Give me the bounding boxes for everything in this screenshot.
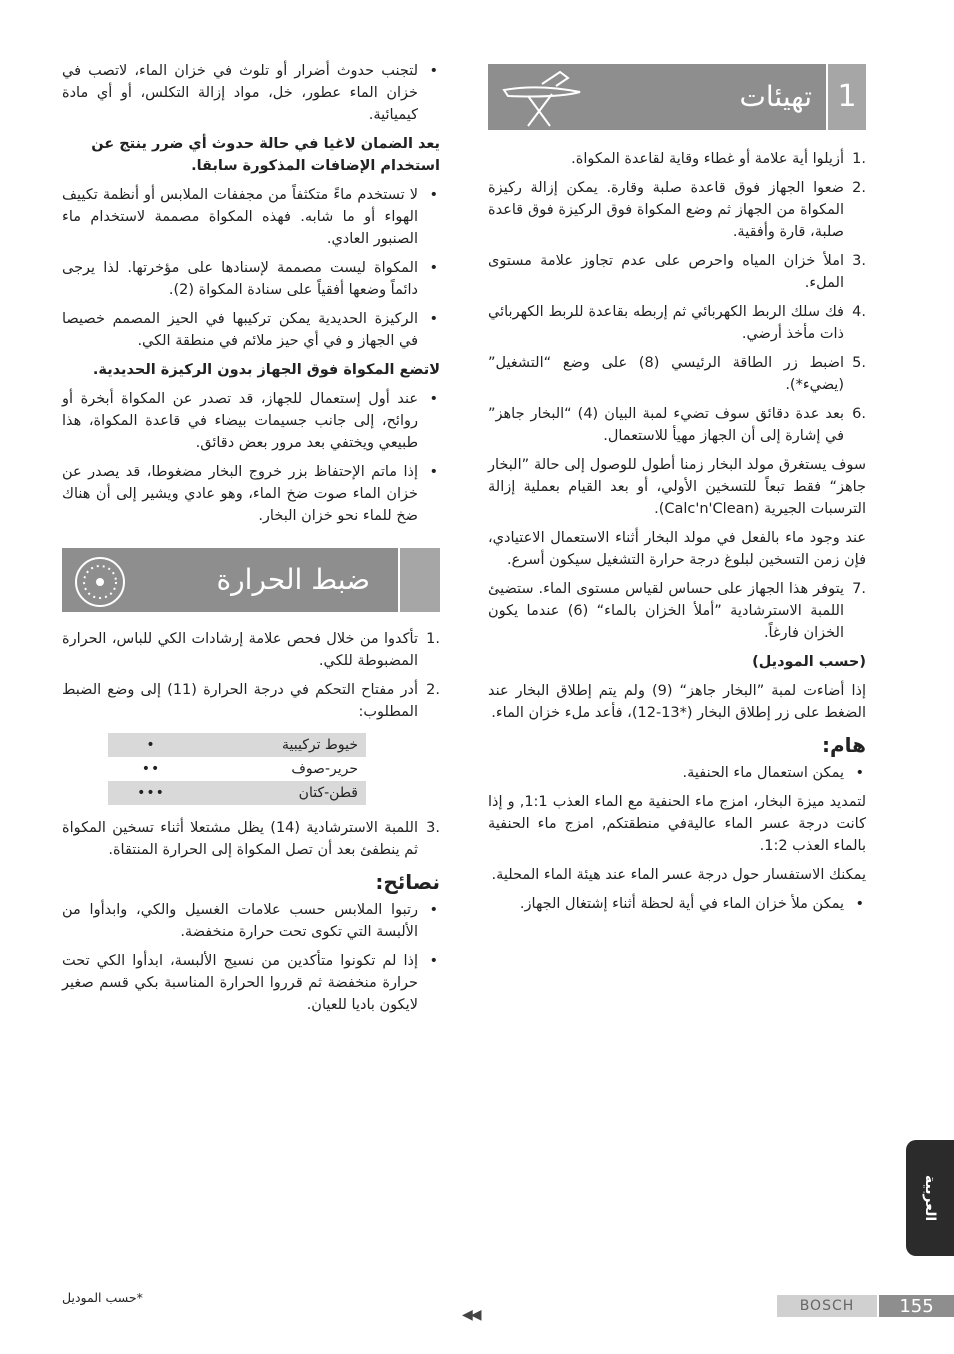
- temperature-dial-icon: [70, 552, 130, 612]
- important-list-2: [488, 893, 866, 915]
- warranty-note: يعد الضمان لاغيا في حالة حدوث أي ضرر ينتج عن استخدام الإضافات المذكورة سابقا.: [91, 136, 440, 174]
- setup-steps: [488, 148, 866, 447]
- tips-heading: نصائح:: [375, 870, 440, 894]
- dots-cell: •••: [108, 781, 194, 805]
- setup-column: [488, 64, 866, 922]
- temperature-step-3: 3. اللمبة الاسترشادية (14) يظل مشتعلا أثناء تسخين المكواة ثم ينطفئ بعد أن تصل المكواة إلى الحرارة المنتقاة.: [62, 820, 440, 858]
- warnings-list-2: [62, 184, 440, 352]
- important-para-2: يمكنك الاستفسار حول درجة عسر الماء عند هيئة الماء المحلية.: [491, 867, 866, 883]
- warning-bullet-6: • إذا ماتم الإحتفاظ بزر خروج البخار مضغوطا، قد يصدر عن خزان الماء صوت ضخ الماء، وهو عادي ويشير إلى أن هناك ضخ للماء نحو خزان البخار.: [62, 461, 440, 527]
- section-number: 1: [826, 64, 866, 130]
- model-note: (حسب الموديل): [752, 654, 866, 670]
- warning-bullet-3: • المكواة ليست مصممة لإسنادها على مؤخرتها. لذا يرجى دائماً وضعها أفقياً على سنادة المكواة (2).: [62, 257, 440, 301]
- warning-bullet-1: • لتجنب حدوث أضرار أو تلوث في خزان الماء، لاتصب في خزان الماء عطور، خل، مواد إزالة التكلس، أو أي مادة كيميائية.: [62, 60, 440, 126]
- left-column: [62, 60, 440, 1023]
- fabric-cell: خيوط تركيبية: [194, 733, 366, 757]
- setup-note-1: سوف يستغرق مولد البخار زمنا أطول للوصول إلى حالة ”البخار جاهز“ فقط تبعاً للتسخين الأولي، أو بعد القيام بعملية إزالة الترسبات الجيرية (Calc'n'Clean).: [488, 457, 866, 517]
- temperature-title: ضبط الحرارة: [216, 563, 370, 596]
- tip-bullet-2: • إذا لم تكونوا متأكدين من نسيج الألبسة، ابدأوا الكي تحت حرارة منخفضة ثم قرروا الحرارة المناسبة بكي قسم صغير لايكون باديا للعيان.: [62, 950, 440, 1016]
- temperature-banner: [62, 548, 440, 612]
- setup-step-1: 1. أزيلوا أية علامة أو غطاء وقاية لقاعدة المكواة.: [571, 151, 866, 167]
- tips-list: [62, 899, 440, 1016]
- important-bullet-1: • يمكن استعمال ماء الحنفية.: [488, 762, 866, 784]
- iron-rest-note: لاتضع المكواة فوق الجهاز بدون الركيزة الحديدية.: [92, 362, 440, 378]
- footnote: *حسب الموديل: [62, 1290, 143, 1305]
- setup-step-3: 3. املأ خزان المياه واحرص على عدم تجاوز علامة مستوى الملء.: [488, 253, 866, 291]
- setup-step-7: 7. يتوفر هذا الجهاز على حساس لقياس مستوى الماء. ستضيئ اللمبة الاسترشادية ”أملأ الخزان بالماء“ (6) عندما يكون الخزان فارغاً.: [488, 581, 866, 641]
- setup-step-5: 5. اضبط زر الطاقة الرئيسي (8) على وضع “التشغيل” (يضيء*).: [488, 355, 866, 393]
- warnings-list-3: [62, 388, 440, 527]
- dots-cell: ••: [141, 761, 161, 777]
- setup-step-2: 2. ضعوا الجهاز فوق قاعدة صلبة وقارة. يمكن إزالة ركيزة المكواة من الجهاز ثم وضع المكواة فوق الركيزة فوق قاعدة صلبة، قارة وأفقية.: [488, 180, 866, 240]
- banner-side-block: [398, 548, 440, 612]
- section-title: تهيئات: [739, 80, 812, 113]
- warning-bullet-2: • لا تستخدم ماءً متكثفاً من مجففات الملابس أو أنظمة تكييف الهواء أو ما شابه. فهذه المكواة مصممة لاستخدام ماء الصنبور العادي.: [62, 184, 440, 250]
- dots-cell: •: [108, 733, 194, 757]
- setup-banner: [488, 64, 866, 130]
- language-tab: [906, 1140, 954, 1256]
- setup-step-6: 6. بعد عدة دقائق سوف تضيء لمبة البيان (4) “البخار جاهز” في إشارة إلى أن الجهاز مهيأ للاستعمال.: [488, 406, 866, 444]
- warning-bullet-5: • عند أول إستعمال للجهاز، قد تصدر عن المكواة أبخرة أو روائح، إلى جانب جسيمات بيضاء في قاعدة المكواة، هذا طبيعي ويختفي بعد مرور بعض دقائق.: [62, 388, 440, 454]
- ironing-board-icon: [498, 68, 588, 128]
- important-bullet-2: • يمكن ملأ خزان الماء في أية لحظة أثناء إشتغال الجهاز.: [488, 893, 866, 915]
- table-row: [108, 757, 366, 781]
- temperature-step-1: 1. تأكدوا من خلال فحص علامة إرشادات الكي للباس، الحرارة المضبوطة للكي.: [62, 631, 440, 669]
- table-row: [108, 781, 366, 805]
- table-row: [108, 733, 366, 757]
- fabric-cell: قطن-كتان: [194, 781, 366, 805]
- important-para-1: لتمديد ميزة البخار، امزج ماء الحنفية مع الماء العذب 1:1, و إذا كانت درجة عسر الماء عاليةفي منطقتكم, امزج ماء الحنفية بالماء العذب 1:2.: [488, 794, 867, 854]
- important-list: [488, 762, 866, 784]
- warnings-list: [62, 60, 440, 126]
- setup-step-4: 4. فك سلك الربط الكهربائي ثم إربطه بقاعدة للربط الكهربائي ذات مأخذ أرضي.: [488, 304, 866, 342]
- tip-bullet-1: • رتبوا الملابس حسب علامات الغسيل والكي، وابدأوا من الألبسة التي تكوى تحت حرارة منخفضة.: [62, 899, 440, 943]
- setup-note-2: عند وجود ماء بالفعل في مولد البخار أثناء الاستعمال الاعتيادي، فإن زمن التسخين لبلوغ درجة حرارة التشغيل سيكون أسرع.: [488, 530, 866, 568]
- important-heading: هام:: [821, 733, 866, 757]
- page-number: 155: [879, 1295, 954, 1317]
- temperature-step-2: 2. أدر مفتاح التحكم في درجة الحرارة (11) إلى وضع الضبط المطلوب:: [62, 682, 440, 720]
- brand-label: BOSCH: [777, 1295, 877, 1317]
- warning-bullet-4: • الركيزة الحديدية يمكن تركيبها في الحيز المصمم خصيصا في الجهاز و في أي حيز ملائم في منطقة الكي.: [62, 308, 440, 352]
- prev-page-arrows-icon[interactable]: ◀◀: [462, 1307, 480, 1323]
- language-tab-label: العربية: [922, 1174, 938, 1222]
- fabric-settings-table: [108, 733, 366, 805]
- fabric-cell: حرير-صوف: [291, 761, 358, 777]
- setup-note-3: إذا أضاءت لمبة ”البخار جاهز“ (9) ولم يتم إطلاق البخار عند الضغط على زر إطلاق البخار (*13-12)، فأعد ملء خزان الماء.: [488, 683, 866, 721]
